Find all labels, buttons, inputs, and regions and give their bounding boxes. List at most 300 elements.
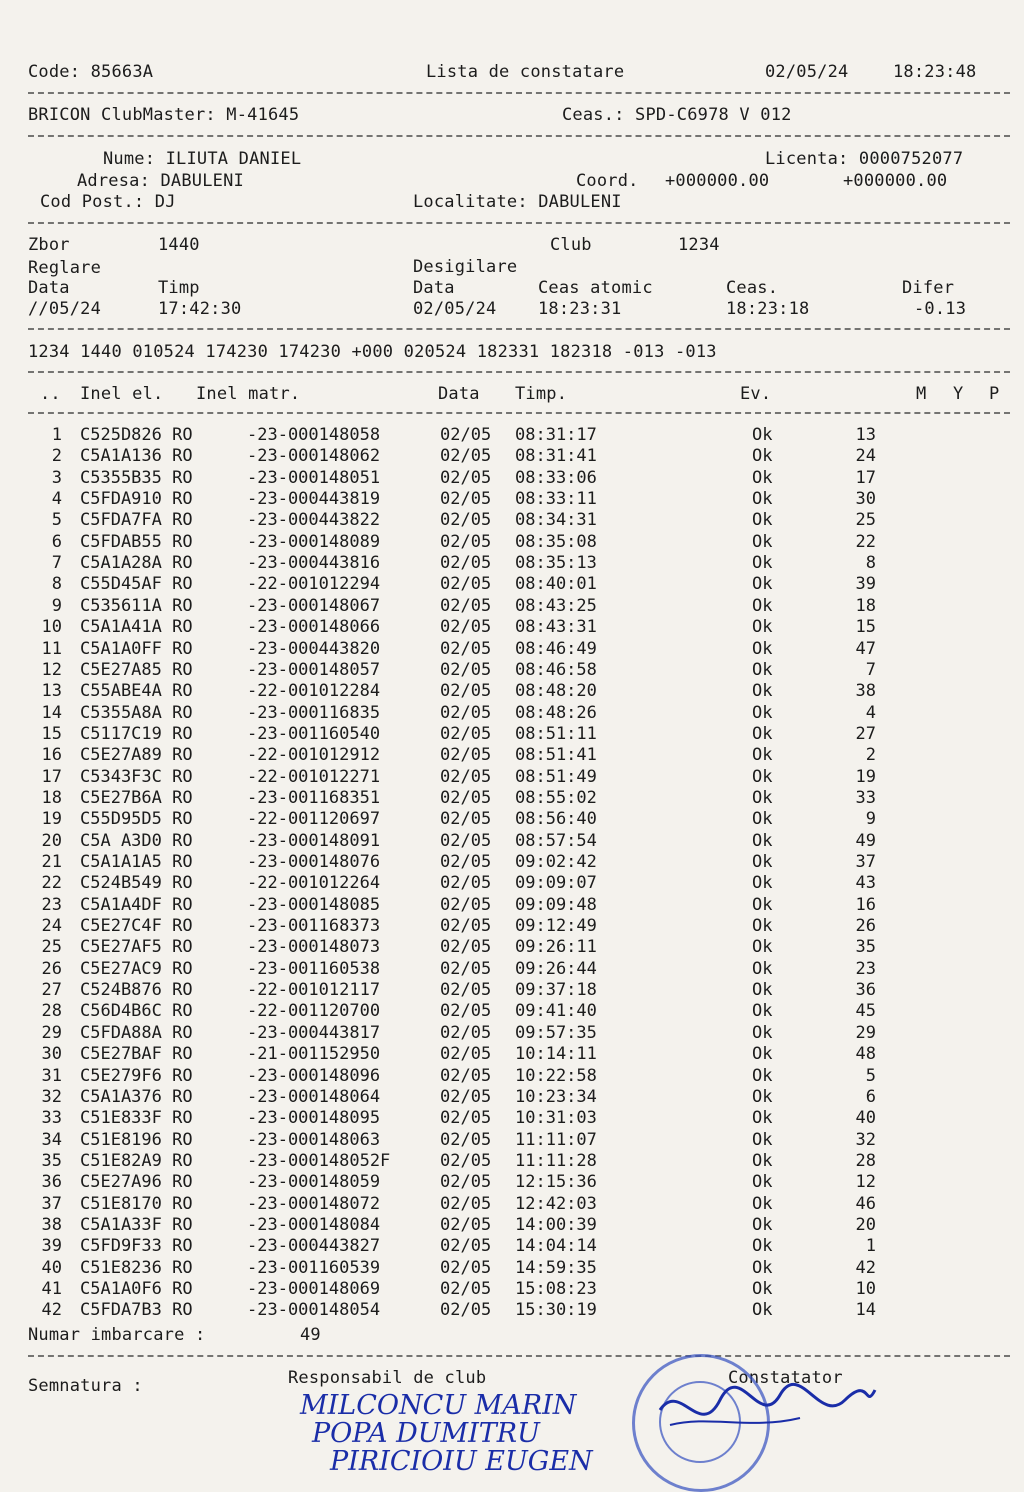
row-event: Ok <box>752 723 773 744</box>
row-inel-el: C5E27A96 RO <box>80 1172 193 1193</box>
row-event: Ok <box>752 1044 773 1065</box>
row-number: 5 <box>51 510 62 531</box>
row-number: 1 <box>51 425 62 445</box>
row-position: 39 <box>855 574 876 595</box>
row-inel-matr: -23-001160540 <box>247 723 381 744</box>
row-date: 02/05 <box>440 958 492 979</box>
row-position: 28 <box>855 1150 876 1171</box>
row-date: 02/05 <box>440 873 492 894</box>
row-inel-el: C5FDAB55 RO <box>80 531 193 552</box>
row-event: Ok <box>752 489 773 510</box>
row-date: 02/05 <box>440 1236 492 1257</box>
table-row <box>0 980 1024 1001</box>
row-position: 10 <box>855 1279 876 1299</box>
row-inel-matr: -22-001120700 <box>247 1001 381 1022</box>
row-event: Ok <box>752 980 773 1001</box>
row-inel-el: C5E27AC9 RO <box>80 958 193 979</box>
row-inel-matr: -22-001012294 <box>247 574 381 595</box>
row-inel-el: C525D826 RO <box>80 425 193 445</box>
row-number: 3 <box>51 467 62 488</box>
owner-name: Nume: ILIUTA DANIEL <box>103 149 302 169</box>
row-inel-matr: -23-000148095 <box>247 1108 381 1129</box>
row-position: 38 <box>855 681 876 702</box>
row-event: Ok <box>752 595 773 616</box>
row-inel-matr: -23-000148073 <box>247 937 381 958</box>
row-date: 02/05 <box>440 681 492 702</box>
row-number: 18 <box>41 787 62 808</box>
row-inel-el: C5FDA910 RO <box>80 489 193 510</box>
table-row <box>0 489 1024 510</box>
row-position: 35 <box>855 937 876 958</box>
row-inel-el: C5A A3D0 RO <box>80 830 193 851</box>
row-inel-matr: -23-000148067 <box>247 595 381 616</box>
row-position: 26 <box>855 916 876 937</box>
row-position: 2 <box>865 745 876 766</box>
row-position: 19 <box>855 766 876 787</box>
row-event: Ok <box>752 958 773 979</box>
row-time: 08:33:11 <box>515 489 597 510</box>
row-time: 10:14:11 <box>515 1044 597 1065</box>
row-number: 7 <box>51 553 62 574</box>
row-time: 08:48:26 <box>515 702 597 723</box>
row-date: 02/05 <box>440 1193 492 1214</box>
atomic-time: 18:23:31 <box>538 299 622 319</box>
table-row <box>0 1258 1024 1279</box>
row-date: 02/05 <box>440 702 492 723</box>
row-time: 08:48:20 <box>515 681 597 702</box>
table-row <box>0 1300 1024 1321</box>
divider <box>28 135 1010 137</box>
row-time: 11:11:28 <box>515 1150 597 1171</box>
row-time: 11:11:07 <box>515 1129 597 1150</box>
row-inel-matr: -23-000148091 <box>247 830 381 851</box>
signature-label: Semnatura : <box>28 1376 143 1396</box>
row-inel-el: C5A1A33F RO <box>80 1214 193 1235</box>
row-inel-matr: -23-000148066 <box>247 617 381 638</box>
col-ev: Ev. <box>740 384 772 404</box>
row-inel-el: C55D45AF RO <box>80 574 193 595</box>
row-event: Ok <box>752 1001 773 1022</box>
row-date: 02/05 <box>440 1172 492 1193</box>
row-inel-matr: -23-001168351 <box>247 787 381 808</box>
row-position: 46 <box>855 1193 876 1214</box>
row-inel-el: C5A1A41A RO <box>80 617 193 638</box>
row-position: 25 <box>855 510 876 531</box>
table-row <box>0 510 1024 531</box>
col-nr: .. <box>40 384 61 404</box>
club-value: 1234 <box>678 235 720 255</box>
row-date: 02/05 <box>440 1214 492 1235</box>
row-number: 8 <box>51 574 62 595</box>
ceas-label: Ceas. <box>726 278 779 298</box>
row-event: Ok <box>752 1279 773 1299</box>
zbor-label: Zbor <box>28 235 70 255</box>
divider <box>28 328 1010 330</box>
divider <box>28 92 1010 94</box>
row-event: Ok <box>752 787 773 808</box>
timp-label: Timp <box>158 278 200 298</box>
row-number: 38 <box>41 1214 62 1235</box>
difer-value: -0.13 <box>914 299 967 319</box>
table-row <box>0 1194 1024 1215</box>
row-date: 02/05 <box>440 659 492 680</box>
row-inel-matr: -23-000148084 <box>247 1214 381 1235</box>
row-number: 21 <box>41 852 62 872</box>
row-time: 09:02:42 <box>515 852 597 872</box>
row-date: 02/05 <box>440 980 492 1001</box>
row-position: 33 <box>855 787 876 808</box>
row-position: 6 <box>865 1086 876 1107</box>
row-number: 27 <box>41 980 62 1001</box>
row-event: Ok <box>752 1108 773 1129</box>
table-row <box>0 425 1024 446</box>
row-inel-el: C56D4B6C RO <box>80 1001 193 1022</box>
owner-locality: Localitate: DABULENI <box>413 192 622 212</box>
col-y: Y <box>953 384 964 404</box>
row-number: 19 <box>41 809 62 830</box>
row-inel-matr: -23-000148096 <box>247 1065 381 1086</box>
row-inel-el: C5A1A0F6 RO <box>80 1279 193 1299</box>
row-number: 33 <box>41 1108 62 1129</box>
row-inel-matr: -23-000443820 <box>247 638 381 659</box>
row-date: 02/05 <box>440 766 492 787</box>
row-position: 15 <box>855 617 876 638</box>
row-position: 20 <box>855 1214 876 1235</box>
row-date: 02/05 <box>440 894 492 915</box>
row-event: Ok <box>752 894 773 915</box>
table-row <box>0 1279 1024 1300</box>
table-row <box>0 574 1024 595</box>
row-time: 08:31:41 <box>515 446 597 467</box>
table-row <box>0 724 1024 745</box>
row-event: Ok <box>752 916 773 937</box>
row-date: 02/05 <box>440 830 492 851</box>
row-position: 23 <box>855 958 876 979</box>
row-inel-el: C5E27A89 RO <box>80 745 193 766</box>
row-position: 40 <box>855 1108 876 1129</box>
row-number: 16 <box>41 745 62 766</box>
row-inel-matr: -23-000148064 <box>247 1086 381 1107</box>
signature-1: MILCONCU MARIN <box>300 1390 577 1421</box>
row-time: 08:51:11 <box>515 723 597 744</box>
row-inel-matr: -23-000148063 <box>247 1129 381 1150</box>
zbor-value: 1440 <box>158 235 200 255</box>
difer-label: Difer <box>902 278 955 298</box>
row-position: 30 <box>855 489 876 510</box>
row-time: 09:09:48 <box>515 894 597 915</box>
row-inel-matr: -23-000443816 <box>247 553 381 574</box>
row-position: 48 <box>855 1044 876 1065</box>
row-number: 28 <box>41 1001 62 1022</box>
row-inel-matr: -22-001012284 <box>247 681 381 702</box>
row-date: 02/05 <box>440 574 492 595</box>
table-row <box>0 1023 1024 1044</box>
row-time: 10:31:03 <box>515 1108 597 1129</box>
row-event: Ok <box>752 702 773 723</box>
row-event: Ok <box>752 659 773 680</box>
club-label: Club <box>550 235 592 255</box>
row-inel-matr: -23-000443817 <box>247 1022 381 1043</box>
table-row <box>0 446 1024 467</box>
row-position: 14 <box>855 1300 876 1321</box>
table-row <box>0 873 1024 894</box>
row-number: 29 <box>41 1022 62 1043</box>
row-event: Ok <box>752 1172 773 1193</box>
row-event: Ok <box>752 1300 773 1321</box>
row-time: 08:34:31 <box>515 510 597 531</box>
row-inel-matr: -23-000148076 <box>247 852 381 872</box>
row-position: 8 <box>865 553 876 574</box>
table-row <box>0 959 1024 980</box>
row-number: 15 <box>41 723 62 744</box>
divider <box>28 222 1010 224</box>
row-date: 02/05 <box>440 467 492 488</box>
table-row <box>0 809 1024 830</box>
row-time: 08:46:58 <box>515 659 597 680</box>
table-row <box>0 1066 1024 1087</box>
row-position: 27 <box>855 723 876 744</box>
report-date: 02/05/24 <box>765 62 849 82</box>
row-inel-el: C5E27B6A RO <box>80 787 193 808</box>
row-inel-el: C51E8196 RO <box>80 1129 193 1150</box>
table-row <box>0 703 1024 724</box>
row-event: Ok <box>752 745 773 766</box>
row-number: 42 <box>41 1300 62 1321</box>
row-time: 08:43:25 <box>515 595 597 616</box>
des-date: 02/05/24 <box>413 299 497 319</box>
row-inel-matr: -23-000148058 <box>247 425 381 445</box>
row-time: 12:42:03 <box>515 1193 597 1214</box>
row-inel-el: C5E27AF5 RO <box>80 937 193 958</box>
row-inel-el: C5A1A1A5 RO <box>80 852 193 872</box>
row-event: Ok <box>752 873 773 894</box>
row-event: Ok <box>752 830 773 851</box>
row-event: Ok <box>752 1022 773 1043</box>
row-event: Ok <box>752 531 773 552</box>
row-event: Ok <box>752 617 773 638</box>
row-number: 34 <box>41 1129 62 1150</box>
row-inel-matr: -23-000148051 <box>247 467 381 488</box>
row-inel-matr: -23-000148054 <box>247 1300 381 1321</box>
row-number: 37 <box>41 1193 62 1214</box>
row-event: Ok <box>752 681 773 702</box>
row-inel-el: C5FDA7B3 RO <box>80 1300 193 1321</box>
row-number: 39 <box>41 1236 62 1257</box>
row-inel-el: C5E27C4F RO <box>80 916 193 937</box>
row-time: 09:26:11 <box>515 937 597 958</box>
row-event: Ok <box>752 1086 773 1107</box>
row-inel-el: C51E8170 RO <box>80 1193 193 1214</box>
desigilare-label: Desigilare <box>413 257 518 277</box>
row-event: Ok <box>752 446 773 467</box>
row-time: 08:43:31 <box>515 617 597 638</box>
table-row <box>0 1001 1024 1022</box>
owner-address: Adresa: DABULENI <box>77 171 244 191</box>
col-inel-el: Inel el. <box>80 384 164 404</box>
row-time: 08:35:08 <box>515 531 597 552</box>
row-time: 15:08:23 <box>515 1279 597 1299</box>
table-row <box>0 895 1024 916</box>
row-position: 43 <box>855 873 876 894</box>
row-inel-matr: -22-001120697 <box>247 809 381 830</box>
row-inel-matr: -23-000443827 <box>247 1236 381 1257</box>
row-inel-el: C5355A8A RO <box>80 702 193 723</box>
coord-y: +000000.00 <box>843 171 948 191</box>
row-inel-el: C524B876 RO <box>80 980 193 1001</box>
row-inel-el: C5355B35 RO <box>80 467 193 488</box>
row-event: Ok <box>752 766 773 787</box>
table-row <box>0 788 1024 809</box>
row-time: 09:37:18 <box>515 980 597 1001</box>
row-date: 02/05 <box>440 1108 492 1129</box>
report-time: 18:23:48 <box>893 62 977 82</box>
row-number: 26 <box>41 958 62 979</box>
divider <box>28 371 1010 373</box>
reg-time: 17:42:30 <box>158 299 242 319</box>
row-event: Ok <box>752 467 773 488</box>
row-number: 30 <box>41 1044 62 1065</box>
row-date: 02/05 <box>440 1022 492 1043</box>
row-inel-el: C5117C19 RO <box>80 723 193 744</box>
row-position: 24 <box>855 446 876 467</box>
row-event: Ok <box>752 1236 773 1257</box>
row-date: 02/05 <box>440 553 492 574</box>
row-date: 02/05 <box>440 937 492 958</box>
row-inel-matr: -23-000148052F <box>247 1150 391 1171</box>
row-inel-matr: -23-000148072 <box>247 1193 381 1214</box>
code-line: 1234 1440 010524 174230 174230 +000 020524 182331 182318 -013 -013 <box>28 342 717 362</box>
row-position: 47 <box>855 638 876 659</box>
row-event: Ok <box>752 1257 773 1278</box>
table-row <box>0 1108 1024 1129</box>
row-date: 02/05 <box>440 638 492 659</box>
table-row <box>0 1130 1024 1151</box>
ceas-time: 18:23:18 <box>726 299 810 319</box>
col-data: Data <box>438 384 480 404</box>
row-number: 22 <box>41 873 62 894</box>
divider <box>28 1355 1010 1357</box>
row-inel-matr: -23-001160539 <box>247 1257 381 1278</box>
row-position: 32 <box>855 1129 876 1150</box>
row-inel-matr: -22-001012271 <box>247 766 381 787</box>
row-number: 9 <box>51 595 62 616</box>
row-inel-matr: -22-001012117 <box>247 980 381 1001</box>
row-inel-el: C5A1A4DF RO <box>80 894 193 915</box>
row-inel-el: C5E27BAF RO <box>80 1044 193 1065</box>
row-number: 41 <box>41 1279 62 1299</box>
row-number: 4 <box>51 489 62 510</box>
row-time: 08:33:06 <box>515 467 597 488</box>
row-event: Ok <box>752 1214 773 1235</box>
atomic-label: Ceas atomic <box>538 278 653 298</box>
row-position: 29 <box>855 1022 876 1043</box>
row-event: Ok <box>752 937 773 958</box>
row-inel-el: C5A1A376 RO <box>80 1086 193 1107</box>
row-number: 14 <box>41 702 62 723</box>
row-inel-el: C51E82A9 RO <box>80 1150 193 1171</box>
row-inel-matr: -23-000148069 <box>247 1279 381 1299</box>
table-row <box>0 681 1024 702</box>
row-inel-matr: -23-001160538 <box>247 958 381 979</box>
row-event: Ok <box>752 553 773 574</box>
row-inel-matr: -23-000148057 <box>247 659 381 680</box>
row-inel-el: C51E833F RO <box>80 1108 193 1129</box>
row-time: 10:22:58 <box>515 1065 597 1086</box>
row-position: 9 <box>865 809 876 830</box>
row-position: 22 <box>855 531 876 552</box>
row-time: 08:51:41 <box>515 745 597 766</box>
row-date: 02/05 <box>440 510 492 531</box>
row-inel-el: C5FDA7FA RO <box>80 510 193 531</box>
row-date: 02/05 <box>440 617 492 638</box>
row-inel-el: C5E279F6 RO <box>80 1065 193 1086</box>
row-number: 31 <box>41 1065 62 1086</box>
row-time: 08:46:49 <box>515 638 597 659</box>
row-date: 02/05 <box>440 787 492 808</box>
table-row <box>0 468 1024 489</box>
row-event: Ok <box>752 1150 773 1171</box>
row-position: 16 <box>855 894 876 915</box>
row-number: 2 <box>51 446 62 467</box>
row-time: 08:55:02 <box>515 787 597 808</box>
row-date: 02/05 <box>440 425 492 445</box>
col-p: P <box>989 384 1000 404</box>
report-code: Code: 85663A <box>28 62 154 82</box>
row-date: 02/05 <box>440 1065 492 1086</box>
row-position: 37 <box>855 852 876 872</box>
row-position: 7 <box>865 659 876 680</box>
row-time: 15:30:19 <box>515 1300 597 1321</box>
row-date: 02/05 <box>440 1150 492 1171</box>
row-number: 23 <box>41 894 62 915</box>
row-date: 02/05 <box>440 809 492 830</box>
row-position: 49 <box>855 830 876 851</box>
row-position: 13 <box>855 425 876 445</box>
row-event: Ok <box>752 1193 773 1214</box>
row-time: 09:09:07 <box>515 873 597 894</box>
row-inel-el: C535611A RO <box>80 595 193 616</box>
row-event: Ok <box>752 638 773 659</box>
row-date: 02/05 <box>440 1044 492 1065</box>
row-number: 13 <box>41 681 62 702</box>
row-inel-matr: -23-000443819 <box>247 489 381 510</box>
row-inel-matr: -23-000443822 <box>247 510 381 531</box>
table-row <box>0 831 1024 852</box>
row-position: 4 <box>865 702 876 723</box>
row-time: 14:04:14 <box>515 1236 597 1257</box>
row-inel-matr: -23-000148089 <box>247 531 381 552</box>
row-number: 36 <box>41 1172 62 1193</box>
row-date: 02/05 <box>440 723 492 744</box>
row-number: 24 <box>41 916 62 937</box>
row-date: 02/05 <box>440 1001 492 1022</box>
row-time: 09:57:35 <box>515 1022 597 1043</box>
row-event: Ok <box>752 574 773 595</box>
table-row <box>0 916 1024 937</box>
row-number: 17 <box>41 766 62 787</box>
row-position: 18 <box>855 595 876 616</box>
row-inel-el: C51E8236 RO <box>80 1257 193 1278</box>
row-inel-matr: -23-000148059 <box>247 1172 381 1193</box>
table-row <box>0 1087 1024 1108</box>
data2-label: Data <box>413 278 455 298</box>
row-time: 14:00:39 <box>515 1214 597 1235</box>
row-number: 35 <box>41 1150 62 1171</box>
table-row <box>0 1172 1024 1193</box>
row-time: 08:35:13 <box>515 553 597 574</box>
coord-label: Coord. <box>576 171 639 191</box>
col-timp: Timp. <box>515 384 568 404</box>
